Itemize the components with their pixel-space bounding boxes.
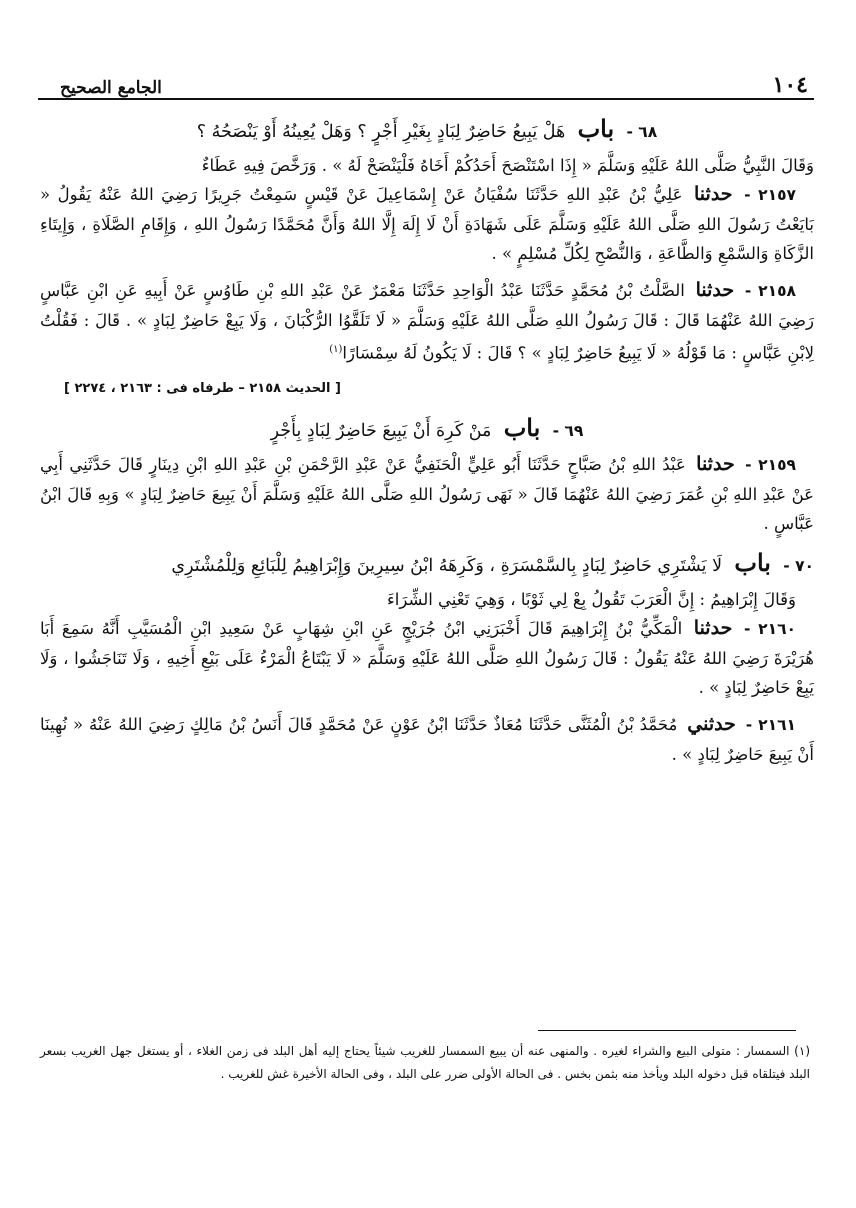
chapter-title: هَلْ يَبِيعُ حَاضِرٌ لِبَادٍ بِغَيْرِ أَجْرٍ ؟ وَهَلْ يُعِينُهُ أَوْ يَنْصَحُهُ ؟ <box>196 122 566 142</box>
hadith-number: ٢١٥٩ - <box>745 455 796 474</box>
hadith-keyword: حدثنا <box>695 279 735 301</box>
hadith-keyword: حدثنا <box>693 616 733 639</box>
book-title: الجامع الصحيح <box>60 78 162 98</box>
hadith-number: ٢١٥٨ - <box>744 282 797 300</box>
bab-label: باب <box>503 412 541 442</box>
hadith-number: ٢١٥٧ - <box>744 186 796 204</box>
footnote-rule <box>538 1030 796 1031</box>
hadith-keyword: حدثنا <box>694 183 733 205</box>
hadith-text: عَبْدُ اللهِ بْنُ صَبَّاحٍ حَدَّثَنَا أَبُو عَلِيٍّ الْحَنَفِيُّ عَنْ عَبْدِ الرَّحْمَنِ بْنِ عَبْدِ اللهِ ابْنِ دِينَارٍ قَالَ حَدَّثَنِي أَبِي عَنْ عَبْدِ اللهِ بْنِ عُمَرَ رَضِيَ اللهُ عَنْهُمَا قَالَ « نَهَى رَسُولُ اللهِ صَلَّى اللهُ عَلَيْهِ وَسَلَّمَ أَنْ يَبِيعَ حَاضِرٌ لِبَادٍ » وَبِهِ قَالَ ابْنُ عَبَّاسٍ . <box>40 454 814 533</box>
cross-reference: [ الحديث ٢١٥٨ – طرفاه فى : ٢١٦٣ ، ٢٢٧٤ ] <box>64 380 341 396</box>
hadith-keyword: حدثني <box>687 712 736 735</box>
footnote-text: السمسار : متولى البيع والشراء لغيره . والمنهى عنه أن يبيع السمسار للغريب شيئاً يحتاج إليه أهل البلد فى زمن الغلاء ، أو يستغل جهل الغريب بسعر البلد فيتلقاه قبل دخوله البلد ويأخذ منه بثمن بخس . فى الحالة الأولى ضرر على البلد ، وفى الحالة الأخيرة غش للغريب . <box>40 1044 810 1081</box>
chapter-number: ٧٠ - <box>783 556 814 575</box>
chapter-heading <box>40 114 814 147</box>
chapter-title: لَا يَشْتَرِي حَاضِرٌ لِبَادٍ بِالسَّمْسَرَةِ ، وَكَرِهَهُ ابْنُ سِيرِينَ وَإِبْرَاهِيمُ لِلْبَائِعِ وَلِلْمُشْتَرِي <box>171 555 723 576</box>
page-number: ١٠٤ <box>772 72 808 98</box>
chapter-number: ٦٨ - <box>626 123 658 141</box>
hadith-paragraph <box>40 276 814 368</box>
footnote-number: (١) <box>794 1044 810 1058</box>
hadith-paragraph <box>40 450 814 538</box>
chapter-heading <box>40 413 814 446</box>
page-body <box>40 112 814 769</box>
chapter-number: ٦٩ - <box>552 421 584 440</box>
bab-label: باب <box>577 114 615 143</box>
chapter-heading <box>40 548 814 581</box>
chapter-intro: وَقَالَ إِبْرَاهِيمُ : إِنَّ الْعَرَبَ تَقُولُ بِعْ لِي ثَوْبًا ، وَهِيَ تَعْنِي الشِّرَاءَ <box>387 589 796 609</box>
hadith-text: عَلِيُّ بْنُ عَبْدِ اللهِ حَدَّثَنَا سُفْيَانُ عَنْ إِسْمَاعِيلَ عَنْ قَيْسٍ سَمِعْتُ جَرِيرًا رَضِيَ اللهُ عَنْهُ يَقُولُ « بَايَعْتُ رَسُولَ اللهِ صَلَّى اللهُ عَلَيْهِ وَسَلَّمَ عَلَى شَهَادَةِ أَنْ لَا إِلَهَ إِلَّا اللهُ وَأَنَّ مُحَمَّدًا رَسُولُ اللهِ ، وَإِقَامِ الصَّلَاةِ ، وَإِيتَاءِ الزَّكَاةِ وَالسَّمْعِ وَالطَّاعَةِ ، وَالنُّصْحِ لِكُلِّ مُسْلِمٍ » . <box>40 185 814 263</box>
chapter-intro: وَقَالَ النَّبِيُّ صَلَّى اللهُ عَلَيْهِ وَسَلَّمَ « إِذَا اسْتَنْصَحَ أَحَدُكُمْ أَخَاهُ فَلْيَنْصَحْ لَهُ » . وَرَخَّصَ فِيهِ عَطَاءٌ <box>201 156 814 175</box>
hadith-paragraph <box>40 614 814 702</box>
hadith-text: مُحَمَّدُ بْنُ الْمُثَنَّى حَدَّثَنَا مُعَاذٌ حَدَّثَنَا ابْنُ عَوْنٍ عَنْ مُحَمَّدٍ قَالَ أَنَسُ بْنُ مَالِكٍ رَضِيَ اللهُ عَنْهُ « نُهِينَا أَنْ يَبِيعَ حَاضِرٌ لِبَادٍ » . <box>40 714 814 764</box>
footnote-marker: (١) <box>329 344 343 355</box>
hadith-keyword: حدثنا <box>696 452 735 475</box>
hadith-paragraph <box>40 710 814 769</box>
bab-label: باب <box>734 547 771 577</box>
hadith-text: الْمَكِّيُّ بْنُ إِبْرَاهِيمَ قَالَ أَخْبَرَنِي ابْنُ جُرَيْجٍ عَنِ ابْنِ شِهَابٍ عَنْ سَعِيدِ ابْنِ الْمُسَيَّبِ أَنَّهُ سَمِعَ أَبَا هُرَيْرَةَ رَضِيَ اللهُ عَنْهُ يَقُولُ : قَالَ رَسُولُ اللهِ صَلَّى اللهُ عَلَيْهِ وَسَلَّمَ « لَا يَبْتَاعُ الْمَرْءُ عَلَى بَيْعِ أَخِيهِ ، وَلَا تَنَاجَشُوا ، وَلَا يَبِعْ حَاضِرٌ لِبَادٍ » . <box>40 618 814 697</box>
hadith-paragraph <box>40 180 814 268</box>
hadith-number: ٢١٦١ - <box>745 715 796 734</box>
header-rule <box>38 98 814 100</box>
chapter-title: مَنْ كَرِهَ أَنْ يَبِيعَ حَاضِرٌ لِبَادٍ بِأَجْرٍ <box>270 420 492 441</box>
footnote <box>40 1040 810 1086</box>
hadith-text: الصَّلْتُ بْنُ مُحَمَّدٍ حَدَّثَنَا عَبْدُ الْوَاحِدِ حَدَّثَنَا مَعْمَرٌ عَنْ عَبْدِ اللهِ بْنِ طَاوُسٍ عَنْ أَبِيهِ عَنِ ابْنِ عَبَّاسٍ رَضِيَ اللهُ عَنْهُمَا قَالَ : قَالَ رَسُولُ اللهِ صَلَّى اللهُ عَلَيْهِ وَسَلَّمَ « لَا تَلَقَّوُا الرُّكْبَانَ ، وَلَا يَبِعْ حَاضِرٌ لِبَادٍ » . قَالَ : فَقُلْتُ لِابْنِ عَبَّاسٍ : مَا قَوْلُهُ « لَا يَبِيعُ حَاضِرٌ لِبَادٍ » ؟ قَالَ : لَا يَكُونُ لَهُ سِمْسَارًا <box>40 281 814 363</box>
running-header <box>38 62 814 98</box>
hadith-number: ٢١٦٠ - <box>743 619 796 638</box>
